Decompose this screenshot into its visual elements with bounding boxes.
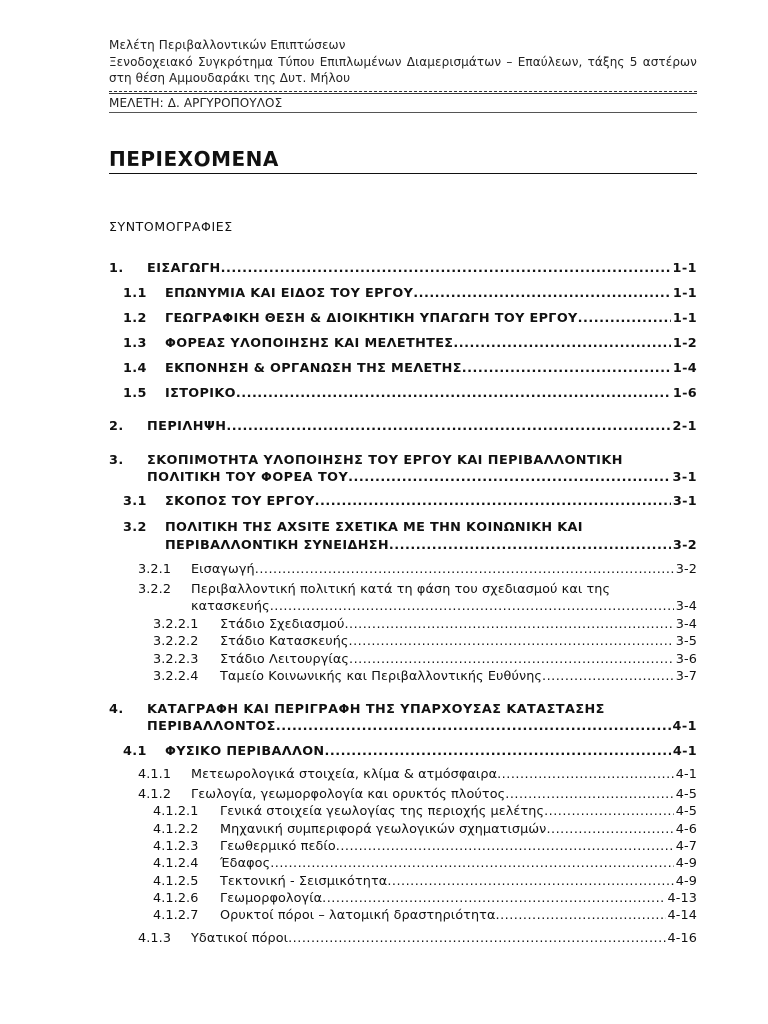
- toc-page: 3-7: [675, 669, 697, 684]
- toc-page: 4-9: [675, 874, 697, 889]
- toc-entry[interactable]: [147, 719, 697, 734]
- toc-text: Στάδιο Σχεδιασμού: [220, 617, 345, 632]
- toc-page: 3-2: [675, 562, 697, 577]
- toc-text-continued: κατασκευής: [191, 599, 270, 614]
- toc-page: 3-1: [672, 470, 697, 485]
- leader-dots: [546, 822, 673, 837]
- toc-page: 4-9: [675, 856, 697, 871]
- toc-text: ΣΚΟΠΙΜΟΤΗΤΑ ΥΛΟΠΟΙΗΣΗΣ ΤΟΥ ΕΡΓΟΥ ΚΑΙ ΠΕΡΙΒΑΛΛΟΝΤΙΚΗ: [147, 453, 623, 468]
- leader-dots: [221, 261, 671, 276]
- toc-number: 1.3: [123, 336, 147, 351]
- toc-entry[interactable]: [153, 617, 697, 632]
- toc-text-continued: ΠΕΡΙΒΑΛΛΟΝΤΟΣ: [147, 719, 276, 734]
- leader-dots: [387, 874, 673, 889]
- toc-entry[interactable]: [109, 419, 697, 434]
- toc-number: 3.: [109, 453, 124, 468]
- toc-text-continued: ΠΟΛΙΤΙΚΗ ΤΟΥ ΦΟΡΕΑ ΤΟΥ: [147, 470, 349, 485]
- toc-text: ΣΚΟΠΟΣ ΤΟΥ ΕΡΓΟΥ: [165, 494, 315, 509]
- toc-text: Μηχανική συμπεριφορά γεωλογικών σχηματισμών: [220, 822, 547, 837]
- leader-dots: [336, 839, 674, 854]
- toc-text: Περιβαλλοντική πολιτική κατά τη φάση του σχεδιασμού και της: [191, 582, 611, 597]
- toc-page: 4-1: [672, 719, 697, 734]
- leader-dots: [236, 386, 671, 401]
- toc-entry[interactable]: [153, 652, 697, 667]
- toc-text: Γεωθερμικό πεδίο: [220, 839, 336, 854]
- toc-text: ΙΣΤΟΡΙΚΟ: [165, 386, 236, 401]
- toc-entry[interactable]: [138, 931, 697, 946]
- leader-dots: [226, 419, 670, 434]
- leader-dots: [389, 538, 671, 553]
- toc-page: 4-7: [675, 839, 697, 854]
- toc-entry[interactable]: [138, 787, 697, 802]
- toc-text: ΠΕΡΙΛΗΨΗ: [147, 419, 227, 434]
- leader-dots: [344, 617, 673, 632]
- toc-number: 4.1.1: [138, 767, 172, 782]
- toc-page: 4-14: [667, 908, 697, 923]
- toc-number: 3.2.2.2: [153, 634, 199, 649]
- toc-text: ΚΑΤΑΓΡΑΦΗ ΚΑΙ ΠΕΡΙΓΡΑΦΗ ΤΗΣ ΥΠΑΡΧΟΥΣΑΣ ΚΑΤΑΣΤΑΣΗΣ: [147, 702, 605, 717]
- toc-page: 3-5: [675, 634, 697, 649]
- leader-dots: [349, 652, 674, 667]
- leader-dots: [496, 908, 666, 923]
- toc-number: 1.1: [123, 286, 147, 301]
- toc-page: 4-6: [675, 822, 697, 837]
- leader-dots: [322, 891, 665, 906]
- toc-entry[interactable]: [191, 599, 697, 614]
- toc-entry[interactable]: [123, 494, 697, 509]
- author-line: ΜΕΛΕΤΗ: Δ. ΑΡΓΥΡΟΠΟΥΛΟΣ: [109, 96, 283, 110]
- toc-number: 3.2.1: [138, 562, 172, 577]
- toc-entry-line1[interactable]: [123, 520, 583, 535]
- toc-text: Γενικά στοιχεία γεωλογίας της περιοχής μελέτης: [220, 804, 545, 819]
- toc-page: 3-1: [672, 494, 697, 509]
- leader-dots: [255, 562, 674, 577]
- toc-entry-line1[interactable]: [138, 582, 610, 597]
- toc-entry[interactable]: [138, 562, 697, 577]
- toc-text: Τεκτονική - Σεισμικότητα: [220, 874, 388, 889]
- toc-entry[interactable]: [123, 336, 697, 351]
- toc-entry[interactable]: [153, 856, 697, 871]
- toc-page: 3-4: [675, 599, 697, 614]
- leader-dots: [505, 787, 674, 802]
- abbreviations-heading: ΣΥΝΤΟΜΟΓΡΑΦΙΕΣ: [109, 219, 233, 234]
- toc-page: 4-1: [675, 767, 697, 782]
- leader-dots: [578, 311, 671, 326]
- toc-number: 1.2: [123, 311, 147, 326]
- toc-page: 1-1: [672, 311, 697, 326]
- leader-dots: [462, 361, 671, 376]
- leader-dots: [276, 719, 671, 734]
- toc-page: 2-1: [672, 419, 697, 434]
- toc-entry[interactable]: [153, 891, 697, 906]
- toc-entry[interactable]: [153, 634, 697, 649]
- leader-dots: [413, 286, 671, 301]
- toc-page: 4-16: [667, 931, 697, 946]
- toc-entry[interactable]: [123, 286, 697, 301]
- toc-number: 4.1: [123, 744, 147, 759]
- toc-page: 1-1: [672, 261, 697, 276]
- toc-text: ΕΙΣΑΓΩΓΗ: [147, 261, 221, 276]
- toc-text: ΠΟΛΙΤΙΚΗ ΤΗΣ AXSITE ΣΧΕΤΙΚΑ ΜΕ ΤΗΝ ΚΟΙΝΩΝΙΚΗ ΚΑΙ: [165, 520, 583, 535]
- toc-entry[interactable]: [109, 261, 697, 276]
- toc-entry[interactable]: [138, 767, 697, 782]
- toc-number: 1.: [109, 261, 124, 276]
- toc-page: 3-6: [675, 652, 697, 667]
- toc-number: 4.1.3: [138, 931, 172, 946]
- toc-number: 4.: [109, 702, 124, 717]
- toc-entry[interactable]: [153, 822, 697, 837]
- toc-page: 4-1: [672, 744, 697, 759]
- toc-number: 3.2.2.1: [153, 617, 199, 632]
- toc-page: 4-5: [675, 804, 697, 819]
- toc-page: 1-2: [672, 336, 697, 351]
- toc-text: Μετεωρολογικά στοιχεία, κλίμα & ατμόσφαιρα: [191, 767, 498, 782]
- toc-number: 1.5: [123, 386, 147, 401]
- toc-number: 4.1.2.5: [153, 874, 199, 889]
- toc-text: Ορυκτοί πόροι – λατομική δραστηριότητα: [220, 908, 496, 923]
- toc-page: 1-4: [672, 361, 697, 376]
- toc-entry[interactable]: [153, 839, 697, 854]
- page-title: ΠΕΡΙΕΧΟΜΕΝΑ: [109, 147, 279, 171]
- leader-dots: [325, 744, 671, 759]
- toc-text: Εισαγωγή: [191, 562, 255, 577]
- toc-page: 1-1: [672, 286, 697, 301]
- toc-number: 4.1.2.7: [153, 908, 199, 923]
- toc-number: 1.4: [123, 361, 147, 376]
- toc-text-continued: ΠΕΡΙΒΑΛΛΟΝΤΙΚΗ ΣΥΝΕΙΔΗΣΗ: [165, 538, 389, 553]
- toc-page: 4-5: [675, 787, 697, 802]
- toc-text: Στάδιο Κατασκευής: [220, 634, 349, 649]
- toc-text: ΦΟΡΕΑΣ ΥΛΟΠΟΙΗΣΗΣ ΚΑΙ ΜΕΛΕΤΗΤΕΣ: [165, 336, 454, 351]
- toc-number: 3.2.2.4: [153, 669, 199, 684]
- toc-entry-line1[interactable]: [109, 453, 623, 468]
- leader-dots: [349, 634, 674, 649]
- toc-page: 1-6: [672, 386, 697, 401]
- toc-text: ΦΥΣΙΚΟ ΠΕΡΙΒΑΛΛΟΝ: [165, 744, 325, 759]
- toc-number: 4.1.2.3: [153, 839, 199, 854]
- project-description: Ξενοδοχειακό Συγκρότημα Τύπου Επιπλωμένων Διαμερισμάτων – Επαύλεων, τάξης 5 αστέρων στη θέση Αμμουδαράκι της Δυτ. Μήλου: [109, 55, 697, 85]
- toc-number: 4.1.2.2: [153, 822, 199, 837]
- header-divider: [109, 91, 697, 94]
- leader-dots: [542, 669, 674, 684]
- leader-dots: [348, 470, 670, 485]
- toc-number: 4.1.2.6: [153, 891, 199, 906]
- toc-text: ΕΠΩΝΥΜΙΑ ΚΑΙ ΕΙΔΟΣ ΤΟΥ ΕΡΓΟΥ: [165, 286, 414, 301]
- toc-entry[interactable]: [153, 874, 697, 889]
- toc-entry[interactable]: [153, 908, 697, 923]
- toc-number: 3.2.2.3: [153, 652, 199, 667]
- toc-entry[interactable]: [153, 669, 697, 684]
- author-divider: [109, 112, 697, 113]
- leader-dots: [315, 494, 671, 509]
- toc-text: ΕΚΠΟΝΗΣΗ & ΟΡΓΑΝΩΣΗ ΤΗΣ ΜΕΛΕΤΗΣ: [165, 361, 462, 376]
- toc-entry[interactable]: [123, 386, 697, 401]
- toc-entry[interactable]: [165, 538, 697, 553]
- toc-entry[interactable]: [153, 804, 697, 819]
- toc-number: 3.2: [123, 520, 147, 535]
- toc-entry[interactable]: [123, 361, 697, 376]
- leader-dots: [270, 856, 674, 871]
- toc-text: Γεωμορφολογία: [220, 891, 323, 906]
- toc-number: 4.1.2.4: [153, 856, 199, 871]
- toc-entry-line1[interactable]: [109, 702, 605, 717]
- toc-page: 3-2: [672, 538, 697, 553]
- toc-text: Στάδιο Λειτουργίας: [220, 652, 349, 667]
- toc-number: 2.: [109, 419, 124, 434]
- leader-dots: [270, 599, 674, 614]
- leader-dots: [288, 931, 665, 946]
- toc-number: 4.1.2: [138, 787, 172, 802]
- toc-entry[interactable]: [123, 744, 697, 759]
- toc-number: 3.1: [123, 494, 147, 509]
- leader-dots: [497, 767, 674, 782]
- toc-entry[interactable]: [123, 311, 697, 326]
- leader-dots: [453, 336, 670, 351]
- leader-dots: [544, 804, 674, 819]
- toc-text: Έδαφος: [220, 856, 271, 871]
- toc-page: 4-13: [667, 891, 697, 906]
- toc-entry[interactable]: [147, 470, 697, 485]
- title-underline: [109, 173, 697, 174]
- toc-text: Ταμείο Κοινωνικής και Περιβαλλοντικής Ευθύνης: [220, 669, 543, 684]
- toc-page: 3-4: [675, 617, 697, 632]
- toc-text: Υδατικοί πόροι: [191, 931, 289, 946]
- toc-number: 4.1.2.1: [153, 804, 199, 819]
- toc-text: ΓΕΩΓΡΑΦΙΚΗ ΘΕΣΗ & ΔΙΟΙΚΗΤΙΚΗ ΥΠΑΓΩΓΗ ΤΟΥ ΕΡΓΟΥ: [165, 311, 578, 326]
- toc-number: 3.2.2: [138, 582, 172, 597]
- study-title: Μελέτη Περιβαλλοντικών Επιπτώσεων: [109, 38, 346, 52]
- toc-text: Γεωλογία, γεωμορφολογία και ορυκτός πλούτος: [191, 787, 506, 802]
